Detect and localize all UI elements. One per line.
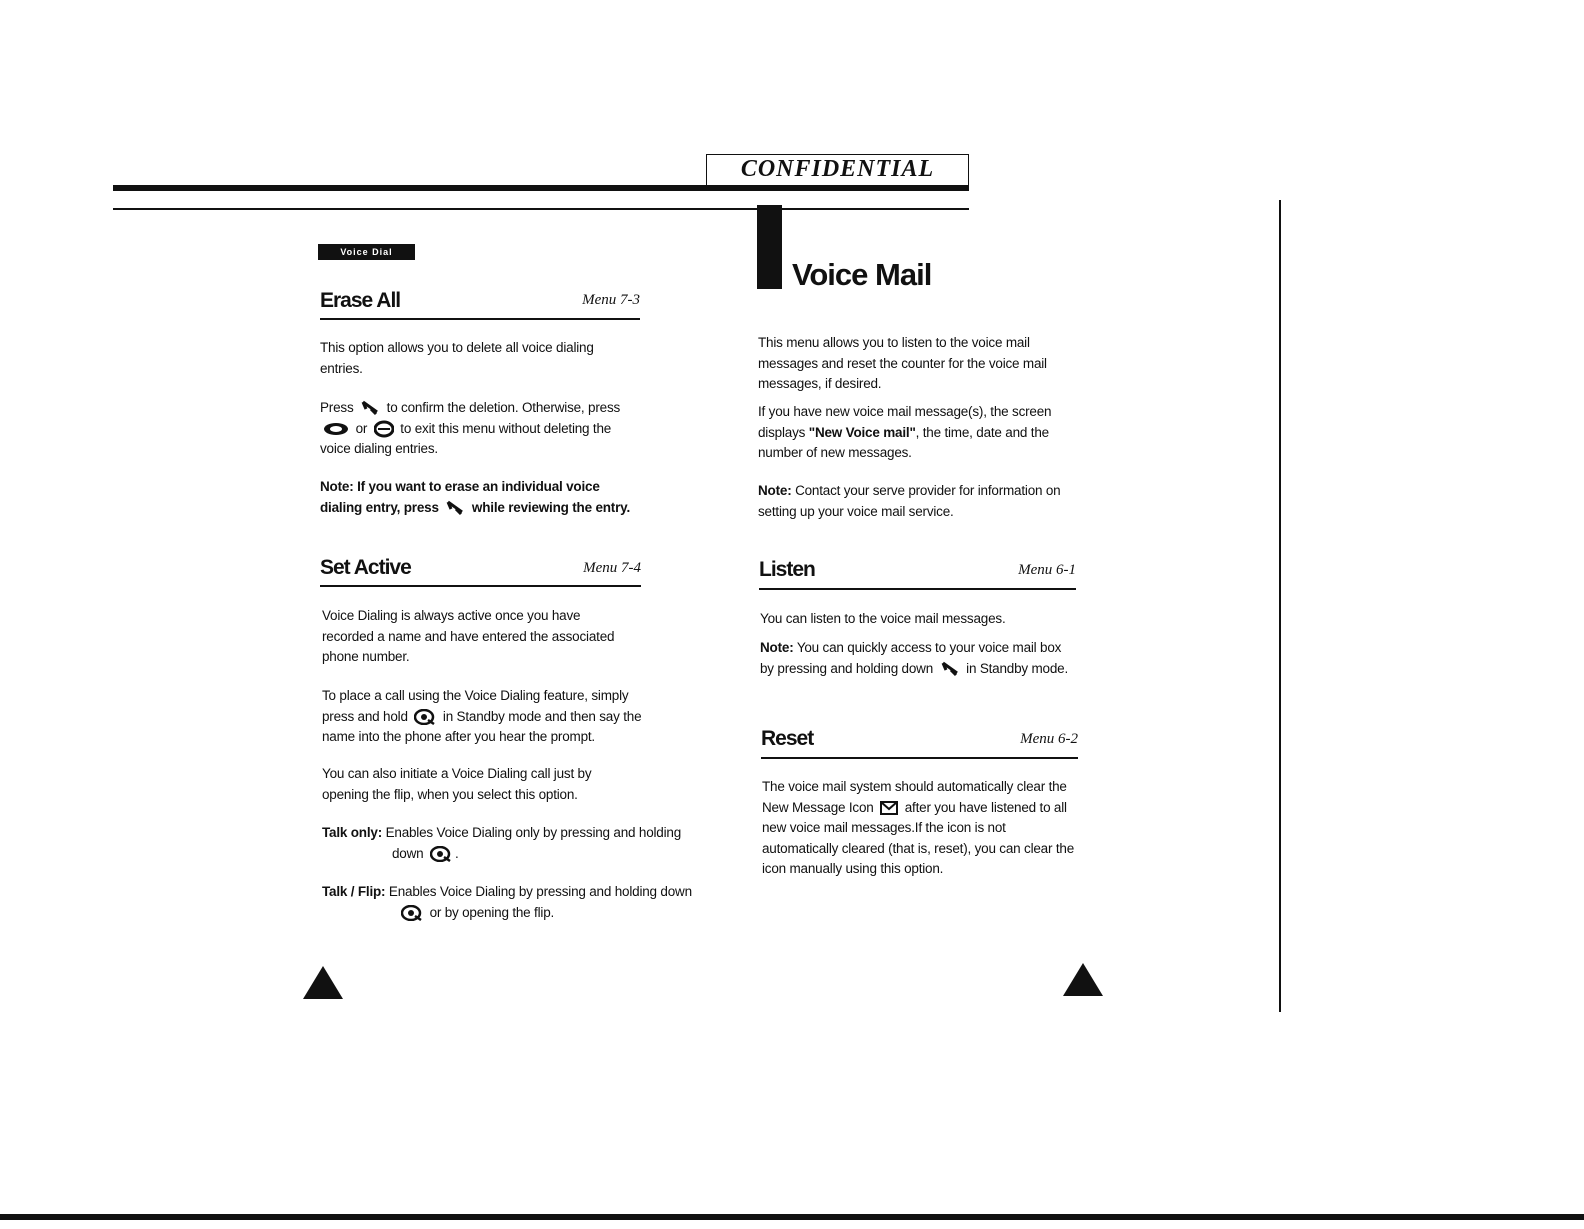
scan-bottom-edge: [0, 1214, 1584, 1220]
end-key-icon: [374, 420, 394, 438]
ok-key-icon: [360, 400, 380, 416]
section-tab: Voice Dial: [318, 244, 415, 260]
header-thick-rule: [113, 185, 969, 191]
listen-underline: [759, 588, 1076, 590]
voice-mail-intro: This menu allows you to listen to the voice mail messages and reset the counter for the voice mail messages, if desired.: [758, 335, 1047, 391]
listen-title: Listen: [759, 558, 815, 581]
talk-only-option: Talk only: Enables Voice Dialing only by pressing and holding down .: [322, 825, 682, 861]
voice-mail-note: Note: Contact your serve provider for information on setting up your voice mail service.: [758, 483, 1061, 519]
voice-mail-new-message-info: If you have new voice mail message(s), the screen displays "New Voice mail", the time, date and the number of new messages.: [758, 404, 1052, 460]
erase-all-title: Erase All: [320, 289, 401, 312]
listen-note: Note: You can quickly access to your voice mail box by pressing and holding down in Standby mode.: [760, 640, 1069, 676]
talk-flip-option: Talk / Flip: Enables Voice Dialing by pressing and holding down or by opening the flip.: [322, 884, 692, 920]
reset-description: The voice mail system should automatically clear the New Message Icon after you have listened to all new voice mail messages.If the icon is not automatically cleared (that is, reset), you can clear the icon manually using this option.: [762, 779, 1075, 876]
page-marker-left-icon: [303, 966, 343, 999]
erase-all-underline: [320, 318, 640, 320]
set-active-description: Voice Dialing is always active once you have recorded a name and have entered the associated phone number.: [322, 608, 615, 664]
page-edge-line: [1279, 200, 1281, 1012]
set-active-flip: You can also initiate a Voice Dialing call just by opening the flip, when you select this option.: [322, 766, 592, 802]
set-active-title: Set Active: [320, 556, 411, 579]
erase-all-menu-ref: Menu 7-3: [582, 292, 640, 308]
erase-all-description: This option allows you to delete all voice dialing entries.: [320, 340, 594, 376]
confidential-stamp: CONFIDENTIAL: [706, 154, 969, 185]
ok-key-icon: [940, 661, 960, 677]
reset-menu-ref: Menu 6-2: [1020, 731, 1078, 747]
erase-all-note: Note: If you want to erase an individual voice dialing entry, press while reviewing the entry.: [320, 479, 631, 515]
header-thin-rule: [113, 208, 969, 210]
ok-key-icon: [445, 500, 465, 516]
talk-key-icon: [414, 709, 436, 725]
chapter-bar: [757, 205, 782, 289]
set-active-menu-ref: Menu 7-4: [583, 560, 641, 576]
page-marker-right-icon: [1063, 963, 1103, 996]
clear-key-icon: [323, 422, 349, 436]
envelope-icon: [880, 801, 898, 815]
set-active-underline: [320, 585, 641, 587]
reset-underline: [761, 757, 1078, 759]
chapter-title: Voice Mail: [792, 257, 932, 292]
listen-menu-ref: Menu 6-1: [1018, 562, 1076, 578]
listen-description: You can listen to the voice mail messages.: [760, 611, 1006, 626]
reset-title: Reset: [761, 727, 814, 750]
talk-key-icon: [401, 905, 423, 921]
talk-key-icon: [430, 846, 452, 862]
erase-all-instructions: Press to confirm the deletion. Otherwise, press or to exit this menu without deleting the voice dialing entries.: [320, 400, 621, 456]
set-active-place-call: To place a call using the Voice Dialing feature, simply press and hold in Standby mode and then say the name into the phone after you hear the prompt.: [322, 688, 642, 744]
